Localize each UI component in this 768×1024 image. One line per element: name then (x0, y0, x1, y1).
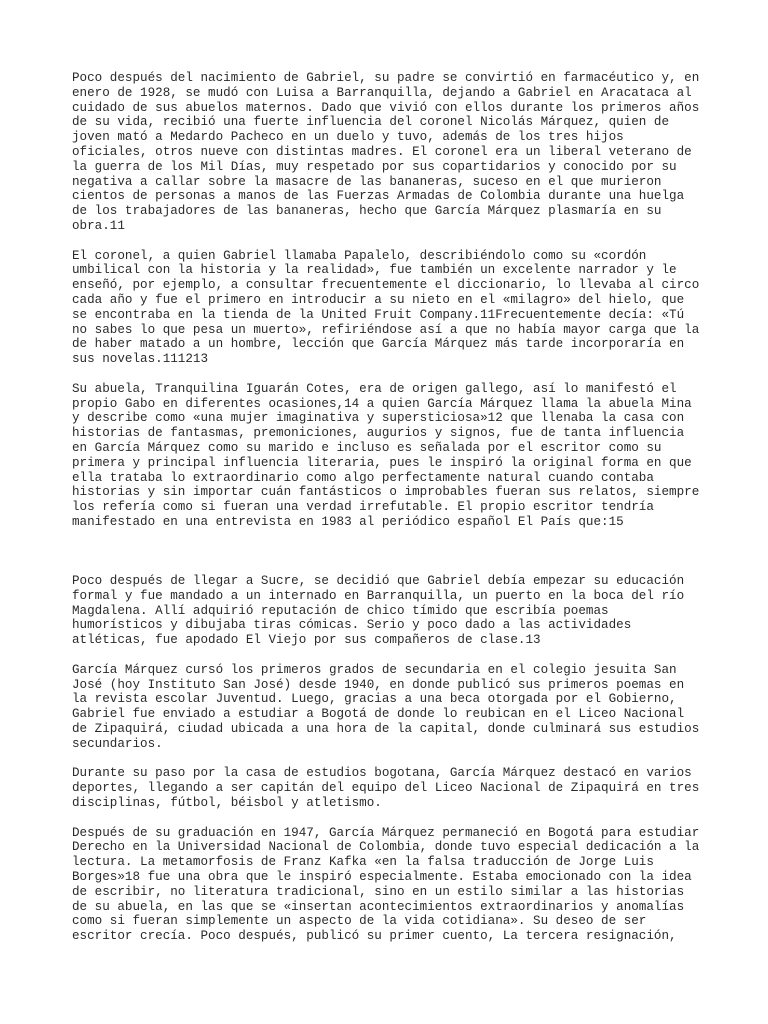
paragraph-5: García Márquez cursó los primeros grados de secundaria en el colegio jesuita San José (hoy Instituto San José) desde 1940, en donde publicó sus primeros poemas en la revista escolar Juventud. Luego, gracias a una beca otorgada por el Gobierno, Gabriel fue enviado a estudiar a Bogotá de donde lo reubican en el Liceo Nacional de Zipaquirá, ciudad ubicada a una hora de la capital, donde culminará sus estudios secundarios. (72, 662, 700, 751)
document-page (72, 71, 704, 959)
paragraph-3: Su abuela, Tranquilina Iguarán Cotes, era de origen gallego, así lo manifestó el propio Gabo en diferentes ocasiones,14 a quien García Márquez llama la abuela Mina y describe como «una mujer imaginativa y supersticiosa»12 que llenaba la casa con historias de fantasmas, premoniciones, augurios y signos, fue de tanta influencia en García Márquez como su marido e incluso es señalada por el escritor como su primera y principal influencia literaria, pues le inspiró la original forma en que ella trataba lo extraordinario como algo perfectamente natural cuando contaba historias y sin importar cuán fantásticos o improbables fueran sus relatos, siempre los refería como si fueran una verdad irrefutable. El propio escritor tendría manifestado en una entrevista en 1983 al periódico español El País que:15 (72, 381, 700, 529)
paragraph-2: El coronel, a quien Gabriel llamaba Papalelo, describiéndolo como su «cordón umbilical con la historia y la realidad», fue también un excelente narrador y le enseñó, por ejemplo, a consultar frecuentemente el diccionario, lo llevaba al circo cada año y fue el primero en introducir a su nieto en el «milagro» del hielo, que se encontraba en la tienda de la United Fruit Company.11Frecuentemente decía: «Tú no sabes lo que pesa un muerto», refiriéndose así a que no había mayor carga que la de haber matado a un hombre, lección que García Márquez más tarde incorporaría en sus novelas.111213 (72, 248, 700, 367)
paragraph-7: Después de su graduación en 1947, García Márquez permaneció en Bogotá para estudiar Derecho en la Universidad Nacional de Colombia, donde tuvo especial dedicación a la lectura. La metamorfosis de Franz Kafka «en la falsa traducción de Jorge Luis Borges»18 fue una obra que le inspiró especialmente. Estaba emocionado con la idea de escribir, no literatura tradicional, sino en un estilo similar a las historias de su abuela, en las que se «insertan acontecimientos extraordinarios y anomalías como si fueran simplemente un aspecto de la vida cotidiana». Su deseo de ser escritor crecía. Poco después, publicó su primer cuento, La tercera resignación, (72, 825, 700, 944)
paragraph-6: Durante su paso por la casa de estudios bogotana, García Márquez destacó en varios deportes, llegando a ser capitán del equipo del Liceo Nacional de Zipaquirá en tres disciplinas, fútbol, béisbol y atletismo. (72, 766, 700, 811)
blank-gap (72, 545, 704, 575)
paragraph-4: Poco después de llegar a Sucre, se decidió que Gabriel debía empezar su educación formal y fue mandado a un internado en Barranquilla, un puerto en la boca del río Magdalena. Allí adquirió reputación de chico tímido que escribía poemas humorísticos y dibujaba tiras cómicas. Serio y poco dado a las actividades atléticas, fue apodado El Viejo por sus compañeros de clase.13 (72, 574, 685, 648)
paragraph-1: Poco después del nacimiento de Gabriel, su padre se convirtió en farmacéutico y, en enero de 1928, se mudó con Luisa a Barranquilla, dejando a Gabriel en Aracataca al cuidado de sus abuelos maternos. Dado que vivió con ellos durante los primeros años de su vida, recibió una fuerte influencia del coronel Nicolás Márquez, quien de joven mató a Medardo Pacheco en un duelo y tuvo, además de los tres hijos oficiales, otros nueve con distintas madres. El coronel era un liberal veterano de la guerra de los Mil Días, muy respetado por sus copartidarios y conocido por su negativa a callar sobre la masacre de las bananeras, suceso en el que murieron cientos de personas a manos de las Fuerzas Armadas de Colombia durante una huelga de los trabajadores de las bananeras, hecho que García Márquez plasmaría en su obra.11 (72, 71, 700, 233)
